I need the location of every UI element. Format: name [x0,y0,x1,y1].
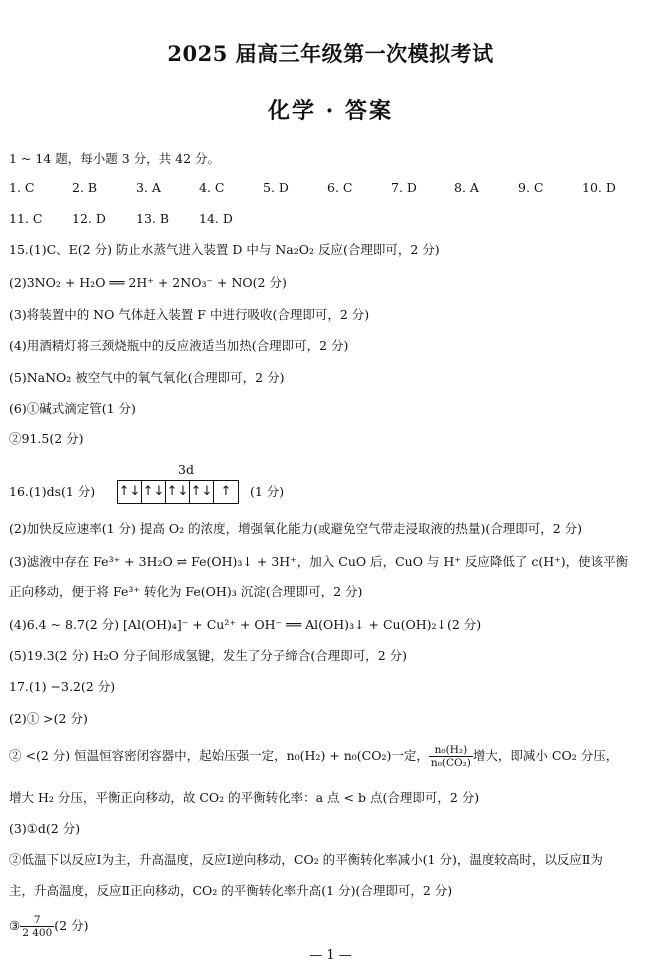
orbital-box: ↑↓ [190,481,214,503]
q17-line-5: (3)①d(2 分) [9,821,81,836]
answer-item: 11. C [9,211,43,226]
q17-line-7: 主，升高温度，反应Ⅱ正向移动，CO₂ 的平衡转化率升高(1 分)(合理即可，2 分) [9,883,453,898]
orbital-box: ↑↓ [118,481,142,503]
answer-row-1 [9,180,649,198]
q17-line-3 [9,744,618,769]
answer-item: 9. C [518,180,544,195]
answer-item: 3. A [136,180,161,195]
q16-line-1-prefix: 16.(1)ds(1 分) [9,484,96,499]
q16-line-5: (4)6.4 ~ 8.7(2 分) [Al(OH)₄]⁻ + Cu²⁺ + OH⁻ ══ Al(OH)₃↓ + Cu(OH)₂↓(2 分) [9,617,482,632]
answer-item: 12. D [72,211,106,226]
q16-line-2: (2)加快反应速率(1 分) 提高 O₂ 的浓度，增强氧化能力(或避免空气带走浸取液的热量)(合理即可，2 分) [9,521,582,536]
q16-line-6: (5)19.3(2 分) H₂O 分子间形成氢键，发生了分子缔合(合理即可，2 分) [9,648,408,663]
fraction-numerator: 7 [20,914,54,927]
q17-line-3-text-b: 增大，即减小 CO₂ 分压， [472,748,619,763]
q15-line-2: (2)3NO₂ + H₂O ══ 2H⁺ + 2NO₃⁻ + NO(2 分) [9,275,287,290]
q15-line-5: (5)NaNO₂ 被空气中的氧气氧化(合理即可，2 分) [9,370,285,385]
orbital-label: 3d [178,462,194,477]
q17-line-4: 增大 H₂ 分压，平衡正向移动，故 CO₂ 的平衡转化率：a 点 < b 点(合理即可，2 分) [9,790,480,805]
page-number: — 1 — [309,948,352,963]
q16-line-4: 正向移动，便于将 Fe³⁺ 转化为 Fe(OH)₃ 沉淀(合理即可，2 分) [9,584,363,599]
document-title: 2025 届高三年级第一次模拟考试 [167,41,494,66]
q17-line-8-suffix: (2 分) [54,918,89,933]
orbital-diagram [117,480,239,504]
orbital-box: ↑ [220,484,232,499]
q17-line-1: 17.(1) −3.2(2 分) [9,679,116,694]
answer-item: 10. D [582,180,616,195]
q16-line-1-suffix: (1 分) [250,484,285,499]
answer-item: 8. A [454,180,479,195]
fraction-numerator: n₀(H₂) [429,744,473,757]
q15-line-4: (4)用酒精灯将三颈烧瓶中的反应液适当加热(合理即可，2 分) [9,338,349,353]
q17-line-8 [9,914,88,939]
q17-line-3-text-a: ② <(2 分) 恒温恒容密闭容器中，起始压强一定，n₀(H₂) + n₀(CO₂)一定， [9,748,429,763]
answer-item: 6. C [327,180,353,195]
q15-line-1: 15.(1)C、E(2 分) 防止水蒸气进入装置 D 中与 Na₂O₂ 反应(合理即可，2 分) [9,242,440,257]
answer-item: 2. B [72,180,98,195]
answer-item: 7. D [391,180,417,195]
q17-line-6: ②低温下以反应Ⅰ为主，升高温度，反应Ⅰ逆向移动，CO₂ 的平衡转化率减小(1 分)，温度较高时，以反应Ⅱ为 [9,852,603,867]
answer-item: 5. D [263,180,289,195]
q17-line-2: (2)① >(2 分) [9,711,88,726]
answer-item: 14. D [199,211,233,226]
answer-item: 1. C [9,180,35,195]
document-subtitle: 化学 · 答案 [268,98,393,124]
answer-row-2 [9,211,649,229]
q15-line-3: (3)将装置中的 NO 气体赶入装置 F 中进行吸收(合理即可，2 分) [9,307,370,322]
pressure-ratio-fraction [429,744,473,769]
q15-line-7: ②91.5(2 分) [9,431,84,446]
q15-line-6: (6)①碱式滴定管(1 分) [9,401,136,416]
section-intro: 1 ~ 14 题，每小题 3 分，共 42 分。 [9,151,221,166]
answer-item: 13. B [136,211,170,226]
answer-fraction [20,914,54,939]
answer-item: 4. C [199,180,225,195]
fraction-denominator: n₀(CO₂) [430,757,471,769]
q17-line-8-prefix: ③ [9,918,21,933]
q16-line-3: (3)滤液中存在 Fe³⁺ + 3H₂O ⇌ Fe(OH)₃↓ + 3H⁺，加入 CuO 后，CuO 与 H⁺ 反应降低了 c(H⁺)，使该平衡 [9,554,629,569]
orbital-box: ↑↓ [166,481,190,503]
orbital-box: ↑↓ [142,481,166,503]
fraction-denominator: 2 400 [22,927,53,939]
